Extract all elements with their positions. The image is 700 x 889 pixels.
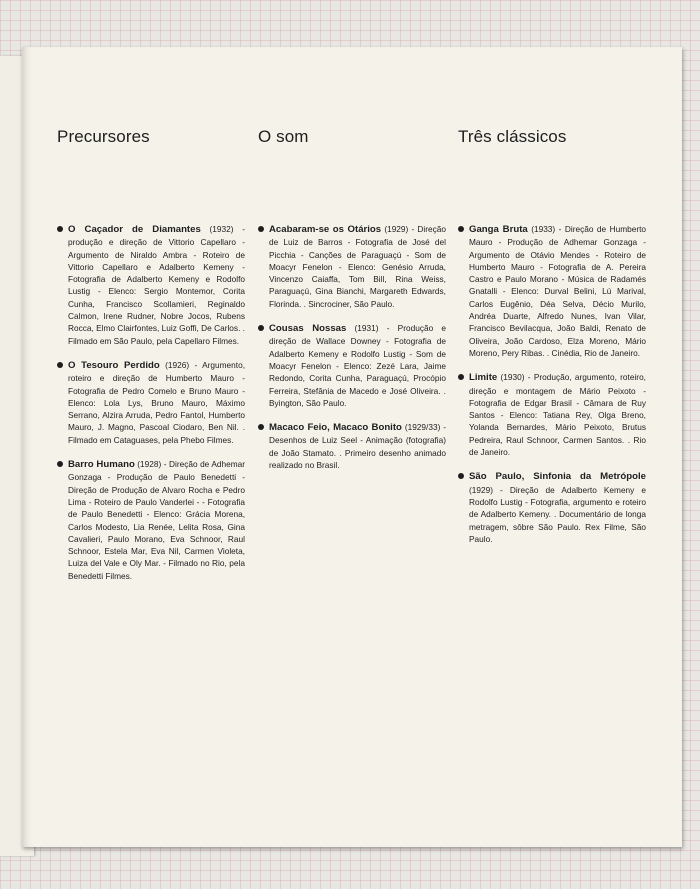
column-precursores xyxy=(57,127,245,594)
film-title: Acabaram-se os Otários xyxy=(269,224,382,235)
film-title: Limite xyxy=(469,372,498,384)
bullet-icon xyxy=(458,374,464,380)
film-entry xyxy=(458,223,646,359)
film-entry xyxy=(57,223,245,347)
film-title: Macaco Feio, Macaco Bonito xyxy=(269,422,402,434)
film-credits: (1928) - Direção de Adhemar Gonzaga - Produção de Paulo Benedetti - Direção de Produção de Alvaro Rocha e Pedro Lima - Roteiro de Paulo Vanderlei - - Fotografia de Paulo Benedetti - Elenco: Grácia Morena, Carlos Modesto, Lia Renée, Lelita Rosa, Gina Cavalieri, Paulo Morano, Eva Schnoor, Raul Schnoor, Estela Mar, Eva Nil, Carmen Violeta, Luiza del Vale e Oly Mar. - Filmado no Rio, pela Benedetti Filmes. xyxy=(68,459,245,581)
film-title: Cousas Nossas xyxy=(269,323,347,335)
bullet-icon xyxy=(458,473,464,479)
bullet-icon xyxy=(57,226,63,232)
column-o-som xyxy=(258,127,446,483)
bullet-icon xyxy=(258,325,264,331)
film-credits: (1929) - Direção de Luiz de Barros - Fotografia de José del Picchia - Canções de Paraguaçú - Som de Moacyr Fenelon - Elenco: Genésio Arruda, Vincenzo Caiaffa, Tom Bill, Rina Weiss, Paraguaçú, Gina Bianchi, Margareth Edwards, Florinda. . Sincrociner, São Paulo. xyxy=(269,224,447,309)
column-title: Três clássicos xyxy=(458,127,567,146)
film-credits: (1926) - Argumento, roteiro e direção de Humberto Mauro - Fotografia de Pedro Comelo e Bruno Mauro - Elenco: Lola Lys, Bruno Mauro, Máximo Serrano, Alzira Arruda, Pedro Fantol, Humberto Mauro, J. Magno, Pascoal Ciodaro, Ben Nil. . Filmado em Cataguases, pela Phebo Filmes. xyxy=(68,359,245,445)
film-credits: (1929) - Direção de Adalberto Kemeny e Rodolfo Lustig - Fotografia, argumento e roteiro de Adalberto Kemeny. . Documentário de longa metragem, sôbre São Paulo. Rex Filme, São Paulo. xyxy=(469,484,646,544)
film-credits: (1929/33) - Desenhos de Luiz Seel - Animação (fotografia) de João Stamato. . Primeiro desenho animado realizado no Brasil. xyxy=(269,422,446,471)
film-title: São Paulo, Sinfonia da Metrópole xyxy=(469,471,646,483)
film-title: Ganga Bruta xyxy=(469,224,528,235)
film-entry xyxy=(57,359,245,446)
film-title: Barro Humano xyxy=(68,459,135,471)
bullet-icon xyxy=(57,362,63,368)
film-credits: (1931) - Produção e direção de Wallace Downey - Fotografia de Adalberto Kemeny e Rodolfo Lustig - Som de Moacyr Fenelon - Elenco: Zezé Lara, Jaime Redondo, Corita Cunha, Paraguaçú, Procópio Ferreira, Stefânia de Macedo e José Oliveira. . Byington, São Paulo. xyxy=(269,323,447,408)
column-title: O som xyxy=(258,127,309,146)
film-title: O Tesouro Perdido xyxy=(68,359,160,371)
catalog-page xyxy=(22,47,682,847)
bullet-icon xyxy=(458,226,464,232)
film-credits: (1932) - produção e direção de Vittorio Capellaro - Argumento de Niraldo Ambra - Roteiro de Vittorio Capellaro e Adalberto Kemeny - Fotografia de Adalberto Kemeny e Rodolfo Lustig - Elenco: Sergio Montemor, Corita Cunha, Francisco Scollamieri, Reginaldo Calmon, Irene Rudner, Nobre Jocos, Rubens Rocca, Elmo Clairfontes, Luiz Goffi, De Carlos. . Filmado em São Paulo, pela Capellaro Filmes. xyxy=(68,224,245,346)
bullet-icon xyxy=(57,461,63,467)
film-entry xyxy=(458,470,646,545)
film-entry xyxy=(57,458,245,582)
column-tres-classicos xyxy=(458,127,646,557)
film-entry xyxy=(258,421,446,471)
bullet-icon xyxy=(258,424,264,430)
film-entry xyxy=(258,223,446,310)
film-entry xyxy=(458,371,646,458)
film-credits: (1930) - Produção, argumento, roteiro, direção e montagem de Mário Peixoto - Fotografia de Edgar Brasil - Câmara de Ruy Santos - Elenco: Tatiana Rey, Olga Breno, Yolanda Bernardes, Mário Peixoto, Brutus Pedreira, Raul Schnoor, Carmen Santos. . Rio de Janeiro. xyxy=(469,372,646,458)
film-credits: (1933) - Direção de Humberto Mauro - Produção de Adhemar Gonzaga - Argumento de Otávio Mendes - Roteiro de Humberto Mauro - Fotografia de A. Pereira Castro e Paulo Morano - Música de Radamés Gnatalli - Elenco: Durval Belini, Lú Marival, Carlos Eugênio, Déa Selva, Décio Murilo, Andréa Duarte, Alfredo Nunes, Ivan Vilar, Francisco Bevilacqua, João Baldi, Renato de Oliveira, João Cardoso, Elza Moreno, Mário Moreno, Pery Ribas. . Cinédia, Rio de Janeiro. xyxy=(469,224,647,358)
film-title: O Caçador de Diamantes xyxy=(68,224,201,235)
column-title: Precursores xyxy=(57,127,150,146)
film-entry xyxy=(258,322,446,409)
bullet-icon xyxy=(258,226,264,232)
